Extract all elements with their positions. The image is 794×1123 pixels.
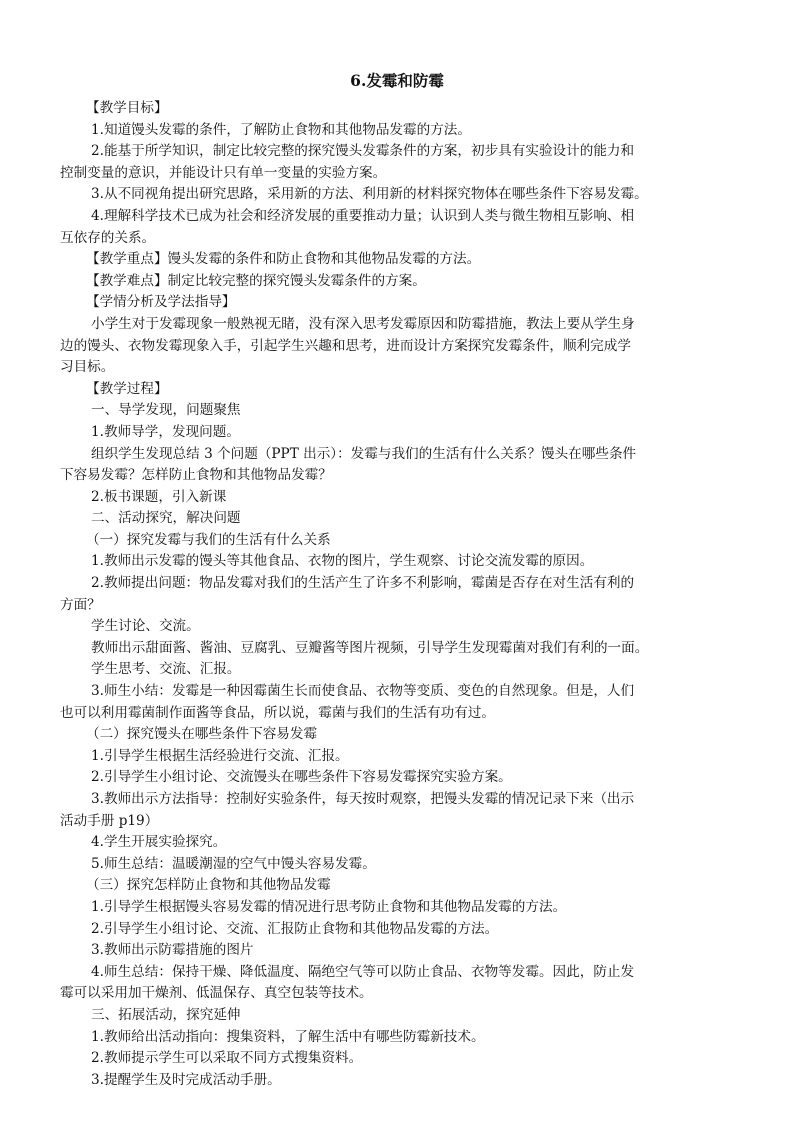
document-title: 6.发霉和防霉 — [350, 71, 444, 90]
text-line: 小学生对于发霉现象一般熟视无睹，没有深入思考发霉原因和防霉措施，教法上要从学生身 — [91, 315, 635, 332]
text-line: 2.教师提示学生可以采取不同方式搜集资料。 — [91, 1050, 363, 1067]
text-line: 3.教师出示方法指导：控制好实验条件，每天按时观察，把馒头发霉的情况记录下来（出示 — [91, 791, 635, 807]
text-line: 1.知道馒头发霉的条件，了解防止食物和其他物品发霉的方法。 — [91, 121, 471, 138]
text-line: 【教学目标】 — [86, 100, 168, 116]
text-line: 2.引导学生小组讨论、交流、汇报防止食物和其他物品发霉的方法。 — [91, 920, 499, 937]
text-line: 【学情分析及学法指导】 — [86, 294, 236, 311]
text-line: 5.师生总结：温暖潮湿的空气中馒头容易发霉。 — [91, 855, 376, 872]
text-line: 2.能基于所学知识，制定比较完整的探究馒头发霉条件的方案，初步具有实验设计的能力和 — [91, 143, 635, 160]
text-line: （二）探究馒头在哪些条件下容易发霉 — [86, 726, 318, 743]
text-line: 三、拓展活动，探究延伸 — [91, 1006, 241, 1023]
text-line: 1.教师给出活动指向：搜集资料，了解生活中有哪些防霉新技术。 — [91, 1028, 485, 1045]
document-body — [60, 98, 734, 1091]
text-line: 1.引导学生根据生活经验进行交流、汇报。 — [91, 747, 349, 764]
text-line: 方面？ — [60, 596, 101, 613]
text-line: 控制变量的意识，并能设计只有单一变量的实验方案。 — [60, 164, 387, 181]
text-line: 习目标。 — [60, 359, 115, 376]
text-line: 【教学过程】 — [86, 380, 168, 397]
text-line: 学生思考、交流、汇报。 — [91, 661, 241, 678]
text-line: 【教学难点】制定比较完整的探究馒头发霉条件的方案。 — [86, 272, 426, 289]
text-line: 一、导学发现，问题聚焦 — [91, 402, 241, 419]
text-line: 霉可以采用加干燥剂、低温保存、真空包装等技术。 — [60, 985, 373, 1002]
text-line: 3.教师出示防霉措施的图片 — [91, 942, 254, 959]
text-line: 2.教师提出问题：物品发霉对我们的生活产生了许多不利影响，霉菌是否存在对生活有利的 — [91, 575, 635, 592]
text-line: 3.从不同视角提出研究思路，采用新的方法、利用新的材料探究物体在哪些条件下容易发霉。 — [91, 186, 648, 203]
text-line: 4.学生开展实验探究。 — [91, 834, 227, 851]
text-line: 互依存的关系。 — [60, 229, 156, 246]
text-line: 【教学重点】馒头发霉的条件和防止食物和其他物品发霉的方法。 — [86, 251, 481, 268]
text-line: 教师出示甜面酱、酱油、豆腐乳、豆瓣酱等图片视频，引导学生发现霉菌对我们有利的一面。 — [91, 639, 649, 656]
text-line: 下容易发霉？怎样防止食物和其他物品发霉？ — [60, 467, 332, 484]
text-line: 活动手册 p19） — [60, 812, 159, 829]
text-line: 1.教师导学，发现问题。 — [91, 423, 240, 440]
text-line: 边的馒头、衣物发霉现象入手，引起学生兴趣和思考，进而设计方案探究发霉条件，顺利完成学 — [60, 337, 631, 354]
text-line: 4.理解科学技术已成为社会和经济发展的重要推动力量；认识到人类与微生物相互影响、相 — [91, 207, 635, 224]
text-line: 组织学生发现总结 3 个问题（PPT 出示）：发霉与我们的生活有什么关系？馒头在哪些条件 — [91, 445, 637, 462]
text-line: 3.师生小结：发霉是一种因霉菌生长而使食品、衣物等变质、变色的自然现象。但是，人们 — [91, 683, 635, 700]
text-line: 2.板书课题，引入新课 — [91, 488, 227, 505]
text-line: 学生讨论、交流。 — [91, 618, 200, 635]
text-line: （三）探究怎样防止食物和其他物品发霉 — [86, 877, 331, 894]
text-line: 3.提醒学生及时完成活动手册。 — [91, 1071, 281, 1088]
text-line: （一）探究发霉与我们的生活有什么关系 — [86, 531, 331, 548]
text-line: 也可以利用霉菌制作面酱等食品，所以说，霉菌与我们的生活有功有过。 — [60, 704, 495, 721]
text-line: 二、活动探究，解决问题 — [91, 510, 241, 527]
text-line: 2.引导学生小组讨论、交流馒头在哪些条件下容易发霉探究实验方案。 — [91, 769, 512, 786]
text-line: 4.师生总结：保持干燥、降低温度、隔绝空气等可以防止食品、衣物等发霉。因此，防止发 — [91, 963, 635, 980]
text-line: 1.引导学生根据馒头容易发霉的情况进行思考防止食物和其他物品发霉的方法。 — [91, 898, 567, 915]
text-line: 1.教师出示发霉的馒头等其他食品、衣物的图片，学生观察、讨论交流发霉的原因。 — [91, 553, 594, 570]
